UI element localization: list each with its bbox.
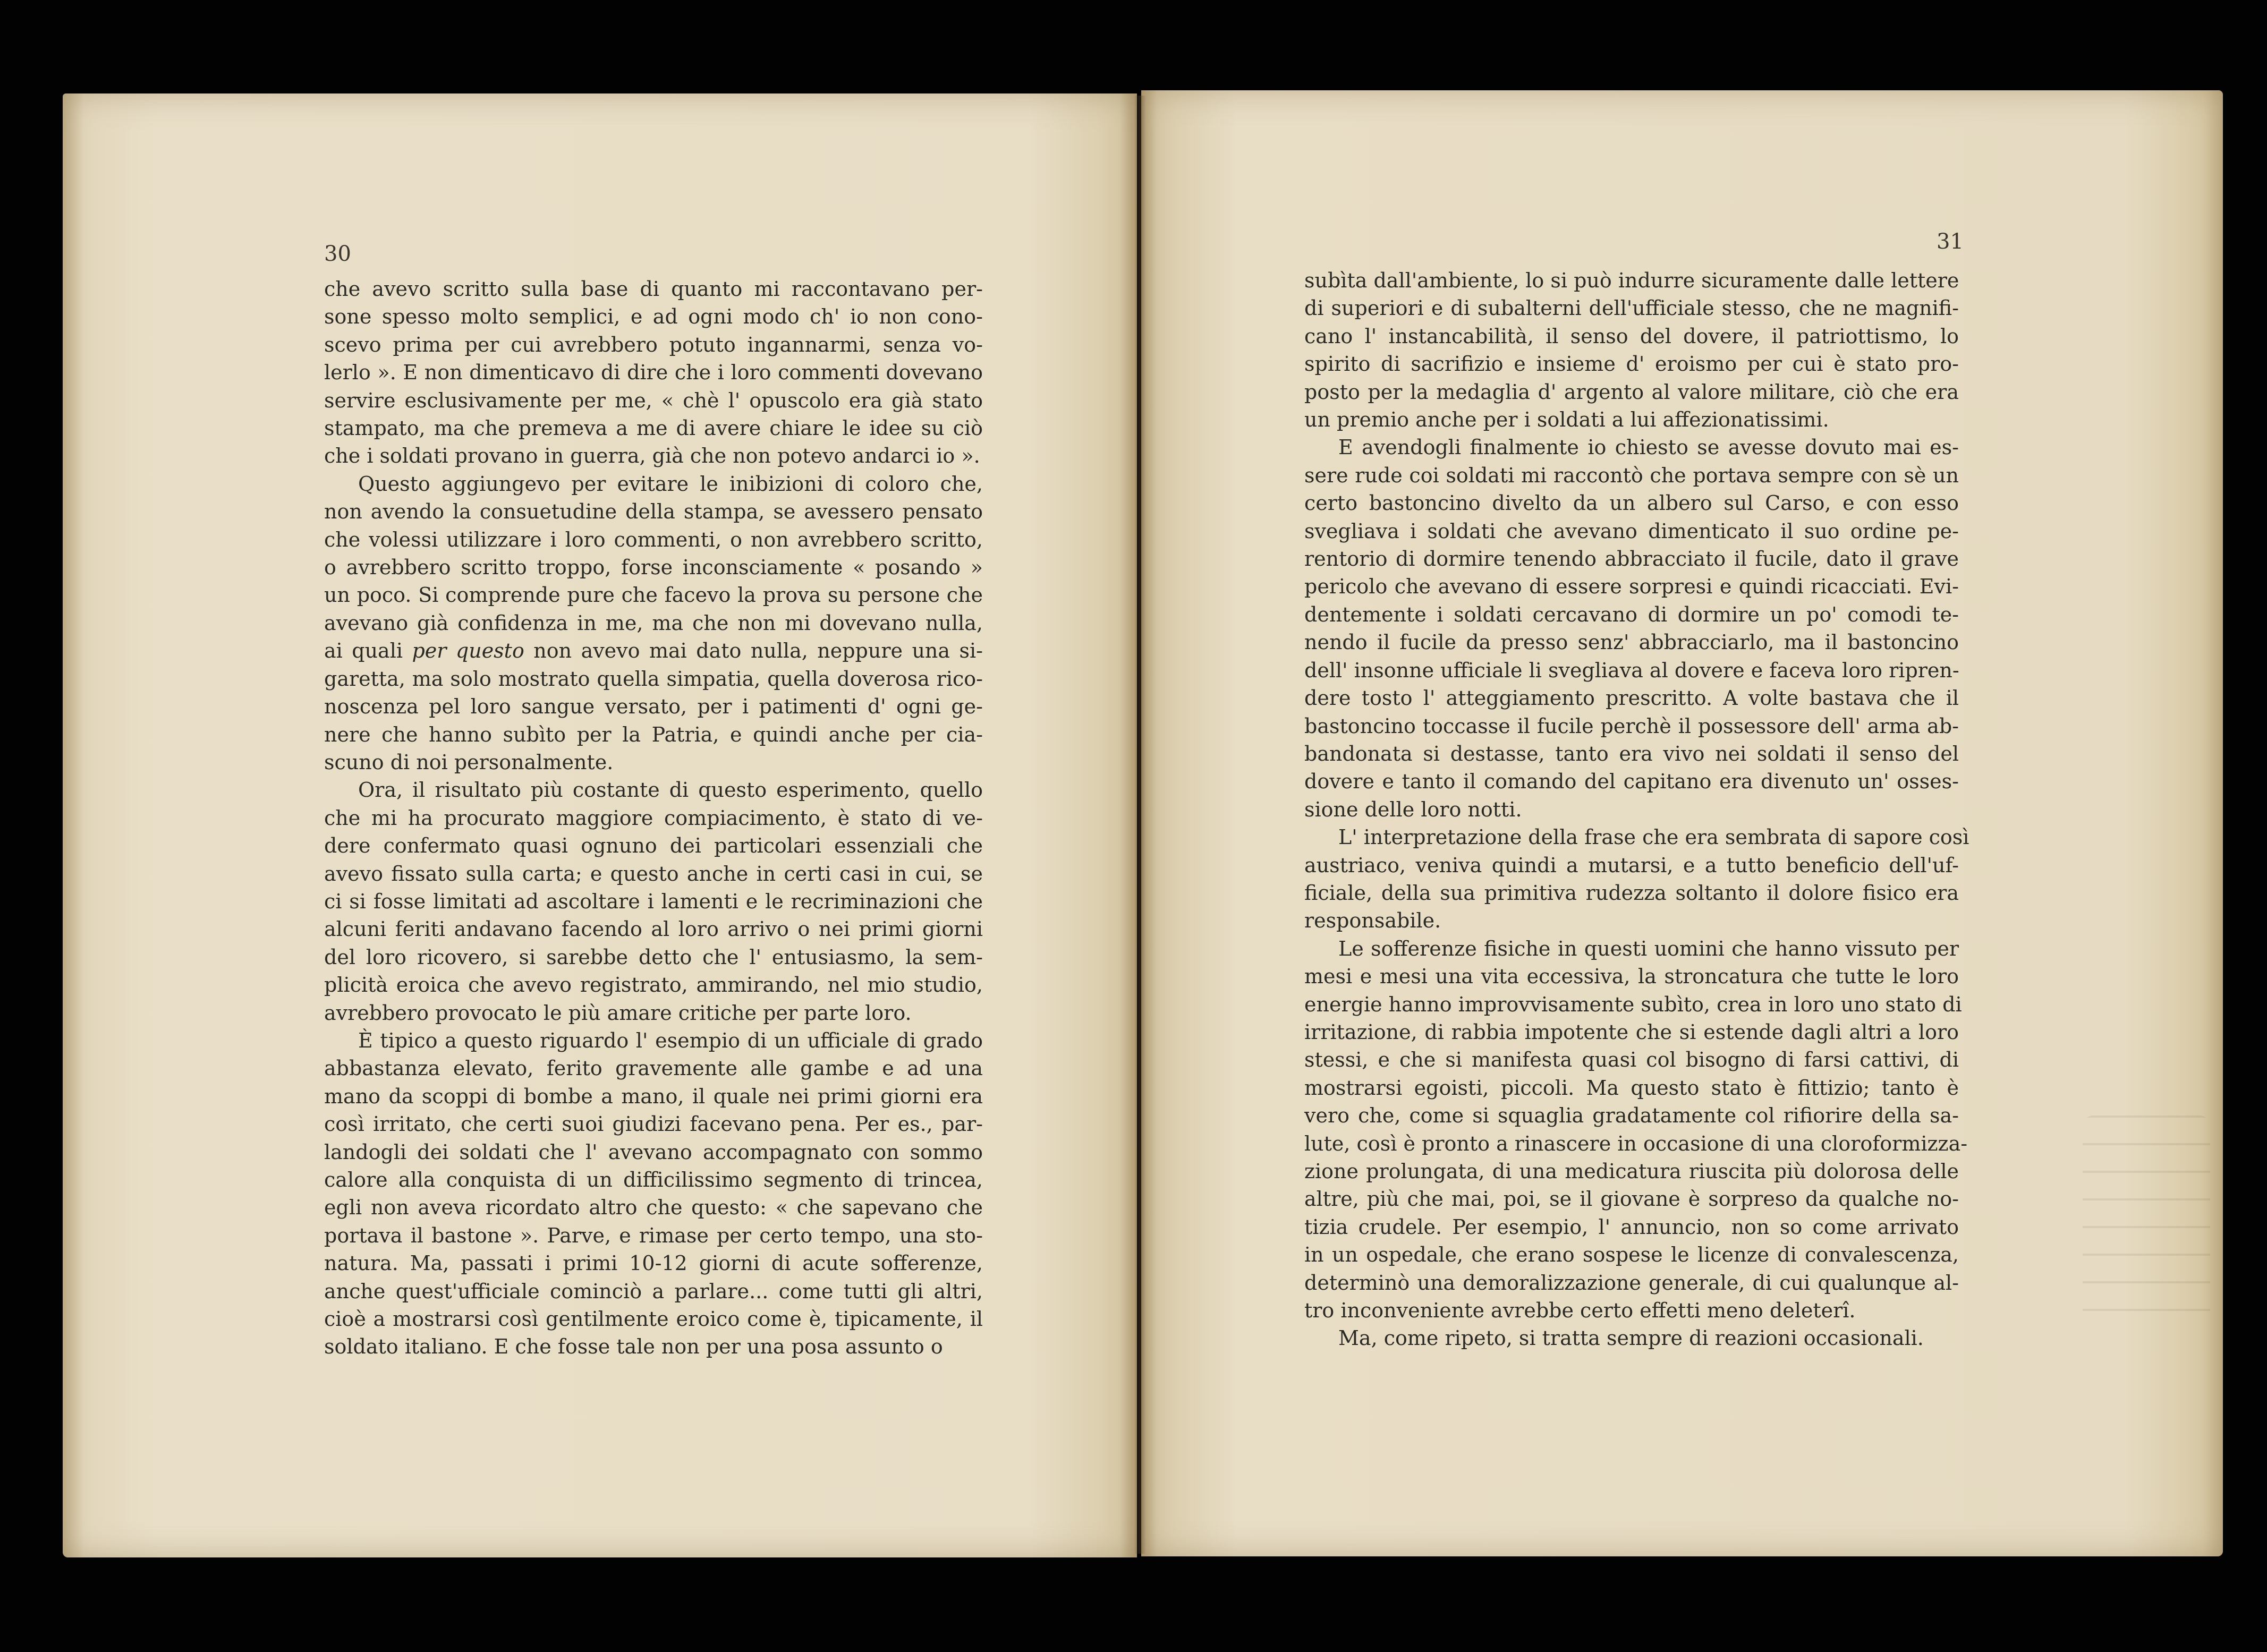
text-line: non avendo la consuetudine della stampa, se avessero pensato <box>324 500 983 524</box>
text-line: posto per la medaglia d' argento al valore militare, ciò che era <box>1304 380 1959 404</box>
paragraph <box>1304 1324 1959 1352</box>
paragraph <box>324 776 983 1027</box>
text-line: certo bastoncino divelto da un albero sul Carso, e con esso <box>1304 491 1959 515</box>
text-line: tizia crudele. Per esempio, l' annuncio, non so come arrivato <box>1304 1215 1959 1239</box>
text-line: Questo aggiungevo per evitare le inibizioni di coloro che, <box>358 472 983 496</box>
left-page-text <box>324 275 983 1361</box>
text-line: avrebbero provocato le più amare critiche per parte loro. <box>324 1001 912 1025</box>
text-line: scevo prima per cui avrebbero potuto ingannarmi, senza vo- <box>324 333 983 356</box>
text-line: tro inconveniente avrebbe certo effetti meno deleterî. <box>1304 1299 1856 1323</box>
text-line: Ora, il risultato più costante di questo esperimento, quello <box>358 778 983 802</box>
text-line: garetta, ma solo mostrato quella simpatia, quella doverosa rico- <box>324 667 983 691</box>
text-line: plicità eroica che avevo registrato, ammirando, nel mio studio, <box>324 973 983 997</box>
text-line: subìta dall'ambiente, lo si può indurre sicuramente dalle lettere <box>1304 269 1959 292</box>
text-line: spirito di sacrifizio e insieme d' eroismo per cui è stato pro- <box>1304 352 1959 376</box>
paragraph <box>1304 267 1959 433</box>
text-line: dere tosto l' atteggiamento prescritto. A volte bastava che il <box>1304 686 1959 710</box>
text-line: o avrebbero scritto troppo, forse inconsciamente « posando » <box>324 556 983 580</box>
text-line: energie hanno improvvisamente subìto, crea in loro uno stato di <box>1304 992 1962 1016</box>
text-line: bandonata si destasse, tanto era vivo nei soldati il senso del <box>1304 742 1959 765</box>
text-line: che avevo scritto sulla base di quanto mi raccontavano per- <box>324 277 983 301</box>
text-line: di superiori e di subalterni dell'ufficiale stesso, che ne magnifi- <box>1304 296 1959 320</box>
text-line: bastoncino toccasse il fucile perchè il possessore dell' arma ab- <box>1304 714 1959 738</box>
paragraph <box>1304 433 1959 823</box>
text-line: E avendogli finalmente io chiesto se avesse dovuto mai es- <box>1338 436 1959 459</box>
text-line <box>324 637 983 665</box>
text-line: sone spesso molto semplici, e ad ogni modo ch' io non cono- <box>324 305 983 329</box>
paragraph <box>1304 935 1968 1325</box>
text-line: lute, così è pronto a rinascere in occasione di una cloroformizza- <box>1304 1131 1968 1155</box>
text-line: un premio anche per i soldati a lui affezionatissimi. <box>1304 408 1829 432</box>
text-line: che i soldati provano in guerra, già che non potevo andarci io ». <box>324 444 980 468</box>
text-line: in un ospedale, che erano sospese le licenze di convalescenza, <box>1304 1243 1959 1267</box>
text-line: mesi e mesi una vita eccessiva, la stroncatura che tutte le loro <box>1304 965 1959 989</box>
text-line: natura. Ma, passati i primi 10-12 giorni di acute sofferenze, <box>324 1251 983 1275</box>
text-line: L' interpretazione della frase che era sembrata di sapore così <box>1338 825 1969 849</box>
text-line: vero che, come si squaglia gradatamente col rifiorire della sa- <box>1304 1104 1959 1128</box>
text-line: nere che hanno subìto per la Patria, e quindi anche per cia- <box>324 722 983 746</box>
text-line: irritazione, di rabbia impotente che si estende dagli altri a loro <box>1304 1020 1959 1044</box>
text-line: lerlo ». E non dimenticavo di dire che i loro commenti dovevano <box>324 361 983 385</box>
text-line: dere confermato quasi ognuno dei particolari essenziali che <box>324 834 983 858</box>
text-line: altre, più che mai, poi, se il giovane è sorpreso da qualche no- <box>1304 1187 1959 1211</box>
book-gutter <box>1134 96 1146 1554</box>
page-number-left: 30 <box>324 242 351 266</box>
text-line: dell' insonne ufficiale li svegliava al dovere e faceva loro ripren- <box>1304 658 1959 682</box>
text-line: È tipico a questo riguardo l' esempio di un ufficiale di grado <box>358 1028 983 1052</box>
text-line: scuno di noi personalmente. <box>324 750 614 774</box>
right-page-text <box>1304 267 1969 1352</box>
text-line: stessi, e che si manifesta quasi col bisogno di farsi cattivi, di <box>1304 1048 1959 1072</box>
text-line: calore alla conquista di un difficilissimo segmento di trincea, <box>324 1168 983 1191</box>
paragraph <box>324 275 983 470</box>
text-line: stampato, ma che premeva a me di avere chiare le idee su ciò <box>324 416 983 440</box>
text-line: determinò una demoralizzazione generale, di cui qualunque al- <box>1304 1271 1959 1295</box>
emphasized-phrase: per questo <box>412 639 524 663</box>
text-line: avevano già confidenza in me, ma che non mi dovevano nulla, <box>324 611 983 635</box>
text-line: austriaco, veniva quindi a mutarsi, e a tutto beneficio dell'uf- <box>1304 853 1959 877</box>
line-segment: ai quali <box>324 639 412 663</box>
text-line: soldato italiano. E che fosse tale non per una posa assunto o <box>324 1335 943 1359</box>
text-line: noscenza pel loro sangue versato, per i patimenti d' ogni ge- <box>324 695 983 719</box>
line-segment: non avevo mai dato nulla, neppure una si- <box>524 639 983 663</box>
text-line: responsabile. <box>1304 909 1441 933</box>
text-line: che volessi utilizzare i loro commenti, o non avrebbero scritto, <box>324 527 983 551</box>
text-line: sione delle loro notti. <box>1304 797 1522 821</box>
show-through-ink <box>2083 1115 2210 1328</box>
text-line: che mi ha procurato maggiore compiacimento, è stato di ve- <box>324 806 983 830</box>
text-line: così irritato, che certi suoi giudizi facevano pena. Per es., par- <box>324 1112 983 1136</box>
text-line: dovere e tanto il comando del capitano era divenuto un' osses- <box>1304 770 1959 794</box>
text-line: svegliava i soldati che avevano dimenticato il suo ordine pe- <box>1304 519 1959 543</box>
text-line: avevo fissato sulla carta; e questo anche in certi casi in cui, se <box>324 862 983 885</box>
text-line: pericolo che avevano di essere sorpresi e quindi ricacciati. Evi- <box>1304 575 1959 599</box>
text-line: ci si fosse limitati ad ascoltare i lamenti e le recriminazioni che <box>324 889 983 913</box>
text-line: alcuni feriti andavano facendo al loro arrivo o nei primi giorni <box>324 917 983 941</box>
paragraph <box>324 470 983 776</box>
text-line: portava il bastone ». Parve, e rimase per certo tempo, una sto- <box>324 1223 983 1247</box>
text-line: egli non aveva ricordato altro che questo: « che sapevano che <box>324 1196 983 1220</box>
text-line: anche quest'ufficiale cominciò a parlare... come tutti gli altri, <box>324 1279 983 1303</box>
paragraph <box>1304 823 1969 935</box>
text-line: cioè a mostrarsi così gentilmente eroico come è, tipicamente, il <box>324 1307 983 1331</box>
text-line: ficiale, della sua primitiva rudezza soltanto il dolore fisico era <box>1304 881 1959 905</box>
text-line: un poco. Si comprende pure che facevo la prova su persone che <box>324 583 983 607</box>
text-line: mostrarsi egoisti, piccoli. Ma questo stato è fittizio; tanto è <box>1304 1076 1959 1100</box>
paragraph <box>324 1027 983 1361</box>
text-line: Ma, come ripeto, si tratta sempre di reazioni occasionali. <box>1338 1326 1924 1350</box>
text-line: servire esclusivamente per me, « chè l' opuscolo era già stato <box>324 388 983 412</box>
text-line: del loro ricovero, si sarebbe detto che l' entusiasmo, la sem- <box>324 945 983 969</box>
text-line: abbastanza elevato, ferito gravemente alle gambe e ad una <box>324 1057 983 1080</box>
text-line: sere rude coi soldati mi raccontò che portava sempre con sè un <box>1304 463 1959 487</box>
text-line: nendo il fucile da presso senz' abbracciarlo, ma il bastoncino <box>1304 631 1959 654</box>
text-line: landogli dei soldati che l' avevano accompagnato con sommo <box>324 1140 983 1164</box>
text-line: dentemente i soldati cercavano di dormire un po' comodi te- <box>1304 602 1959 626</box>
text-line: rentorio di dormire tenendo abbracciato il fucile, dato il grave <box>1304 547 1959 571</box>
text-line: Le sofferenze fisiche in questi uomini che hanno vissuto per <box>1338 936 1959 960</box>
text-line: zione prolungata, di una medicatura riuscita più dolorosa delle <box>1304 1160 1959 1183</box>
text-line: cano l' instancabilità, il senso del dovere, il patriottismo, lo <box>1304 324 1959 348</box>
page-number-right: 31 <box>1937 229 1964 254</box>
text-line: mano da scoppi di bombe a mano, il quale nei primi giorni era <box>324 1084 983 1108</box>
